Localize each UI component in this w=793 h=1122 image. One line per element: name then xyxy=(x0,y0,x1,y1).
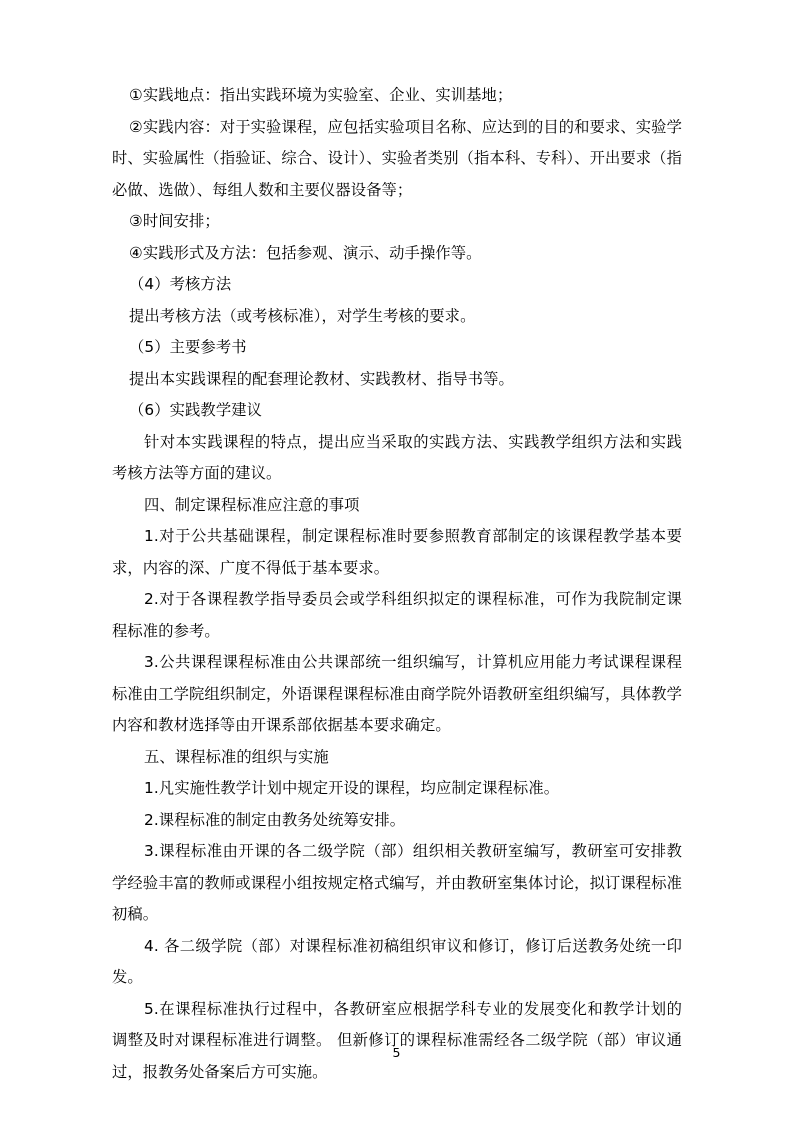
document-paragraph: 3.课程标准由开课的各二级学院（部）组织相关教研室编写，教研室可安排教学经验丰富的教师或课程小组按规定格式编写，并由教研室集体讨论，拟订课程标准初稿。 xyxy=(112,842,682,923)
document-body xyxy=(112,80,682,1088)
document-paragraph: 2.课程标准的制定由教务处统筹安排。 xyxy=(144,810,406,829)
document-paragraph: ①实践地点：指出实践环境为实验室、企业、实训基地； xyxy=(129,86,513,104)
document-paragraph: 五、课程标准的组织与实施 xyxy=(144,747,329,766)
document-paragraph: （4）考核方法 xyxy=(129,275,232,293)
document-paragraph: ②实践内容：对于实验课程，应包括实验项目名称、应达到的目的和要求、实验学时、实验属性（指验证、综合、设计）、实验者类别（指本科、专科）、开出要求（指必做、选做）、每组人数和主要仪器设备等； xyxy=(112,117,682,199)
document-paragraph: 2.对于各课程教学指导委员会或学科组织拟定的课程标准，可作为我院制定课程标准的参考。 xyxy=(112,590,682,640)
document-paragraph: 5.在课程标准执行过程中，各教研室应根据学科专业的发展变化和教学计划的调整及时对课程标准进行调整。 但新修订的课程标准需经各二级学院（部）审议通过，报教务处备案后方可实施。 xyxy=(112,999,682,1081)
document-paragraph: 3.公共课程课程标准由公共课部统一组织编写，计算机应用能力考试课程课程标准由工学院组织制定，外语课程课程标准由商学院外语教研室组织编写，具体教学内容和教材选择等由开课系部依据基本要求确定。 xyxy=(112,653,682,734)
document-paragraph: 4. 各二级学院（部）对课程标准初稿组织审议和修订，修订后送教务处统一印发。 xyxy=(112,936,682,986)
document-paragraph: 针对本实践课程的特点，提出应当采取的实践方法、实践教学组织方法和实践考核方法等方面的建议。 xyxy=(112,432,682,482)
document-paragraph: 1.凡实施性教学计划中规定开设的课程，均应制定课程标准。 xyxy=(144,779,560,797)
document-paragraph: 提出考核方法（或考核标准），对学生考核的要求。 xyxy=(129,306,476,325)
document-paragraph: 1.对于公共基础课程，制定课程标准时要参照教育部制定的该课程教学基本要求，内容的深、广度不得低于基本要求。 xyxy=(112,527,682,577)
document-paragraph: （5）主要参考书 xyxy=(129,338,247,356)
document-paragraph: 四、制定课程标准应注意的事项 xyxy=(144,495,360,514)
document-paragraph: ④实践形式及方法：包括参观、演示、动手操作等。 xyxy=(129,243,482,262)
document-paragraph: ③时间安排； xyxy=(129,212,220,230)
document-paragraph: （6）实践教学建议 xyxy=(129,401,263,419)
document-paragraph: 提出本实践课程的配套理论教材、实践教材、指导书等。 xyxy=(129,369,514,388)
page-number: 5 xyxy=(392,1045,401,1060)
